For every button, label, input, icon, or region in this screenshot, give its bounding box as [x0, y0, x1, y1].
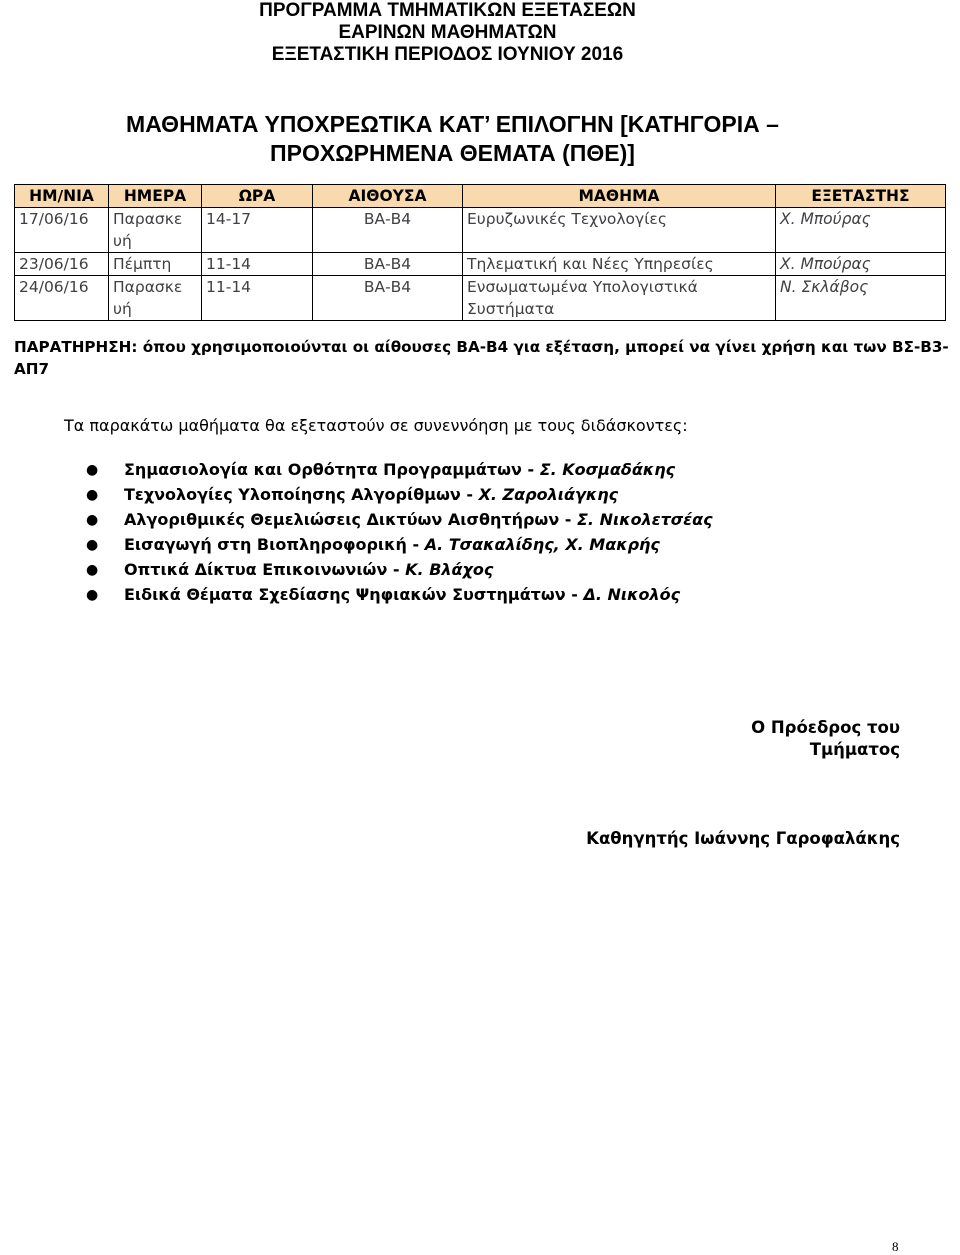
exam-schedule-table — [14, 184, 946, 321]
bullet-icon: ● — [86, 462, 99, 478]
column-header-date: ΗΜ/ΝΙΑ — [15, 185, 109, 208]
course-name: Τεχνολογίες Υλοποίησης Αλγορίθμων - — [124, 485, 479, 504]
column-header-day: ΗΜΕΡΑ — [109, 185, 202, 208]
header-line-1: ΠΡΟΓΡΑΜΜΑ ΤΜΗΜΑΤΙΚΩΝ ΕΞΕΤΑΣΕΩΝ — [259, 0, 636, 21]
section-title-line-2: ΠΡΟΧΩΡΗΜΕΝΑ ΘΕΜΑΤΑ (ΠΘΕ)] — [270, 140, 635, 166]
cell-time: 11-14 — [202, 276, 313, 321]
cell-room: ΒΑ-Β4 — [313, 253, 463, 276]
header-line-3: ΕΞΕΤΑΣΤΙΚΗ ΠΕΡΙΟΔΟΣ ΙΟΥΝΙΟΥ 2016 — [271, 44, 624, 65]
page-number: 8 — [892, 1239, 899, 1254]
course-instructor: Κ. Βλάχος — [405, 560, 494, 579]
course-instructor: Χ. Ζαρολιάγκης — [478, 485, 619, 504]
table-row — [15, 208, 946, 253]
cell-course: Ενσωματωμένα Υπολογιστικά Συστήματα — [463, 276, 776, 321]
table-header-row — [15, 185, 946, 208]
intro-text: Τα παρακάτω μαθήματα θα εξεταστούν σε συνεννόηση με τους διδάσκοντες: — [64, 416, 688, 435]
table-row — [15, 276, 946, 321]
course-instructor: Α. Τσακαλίδης, Χ. Μακρής — [424, 535, 660, 554]
list-item — [86, 483, 713, 508]
table-row — [15, 253, 946, 276]
cell-room: ΒΑ-Β4 — [313, 276, 463, 321]
course-name: Ειδικά Θέματα Σχεδίασης Ψηφιακών Συστημάτων - — [124, 585, 584, 604]
column-header-examiner: ΕΞΕΤΑΣΤΗΣ — [776, 185, 946, 208]
signature-name: Καθηγητής Ιωάννης Γαροφαλάκης — [586, 829, 900, 848]
cell-examiner: Χ. Μπούρας — [776, 208, 946, 253]
cell-day: Παρασκε υή — [109, 276, 202, 321]
course-instructor: Σ. Κοσμαδάκης — [539, 460, 676, 479]
cell-time: 11-14 — [202, 253, 313, 276]
course-name: Σημασιολογία και Ορθότητα Προγραμμάτων - — [124, 460, 540, 479]
cell-date: 17/06/16 — [15, 208, 109, 253]
list-item — [86, 558, 713, 583]
bullet-icon: ● — [86, 487, 99, 503]
cell-date: 23/06/16 — [15, 253, 109, 276]
list-item — [86, 583, 713, 608]
cell-day: Πέμπτη — [109, 253, 202, 276]
cell-date: 24/06/16 — [15, 276, 109, 321]
cell-course: Ευρυζωνικές Τεχνολογίες — [463, 208, 776, 253]
bullet-icon: ● — [86, 587, 99, 603]
bullet-icon: ● — [86, 512, 99, 528]
bullet-icon: ● — [86, 537, 99, 553]
bullet-icon: ● — [86, 562, 99, 578]
cell-examiner: Χ. Μπούρας — [776, 253, 946, 276]
signature-role-line-2: Τμήματος — [809, 740, 900, 759]
section-title-line-1: ΜΑΘΗΜΑΤΑ ΥΠΟΧΡΕΩΤΙΚΑ ΚΑΤ’ ΕΠΙΛΟΓΗΝ [ΚΑΤΗΓΟΡΙΑ – — [126, 111, 779, 137]
course-instructor: Σ. Νικολετσέας — [577, 510, 713, 529]
list-item — [86, 533, 713, 558]
column-header-course: ΜΑΘΗΜΑ — [463, 185, 776, 208]
cell-time: 14-17 — [202, 208, 313, 253]
note-paragraph: ΠΑΡΑΤΗΡΗΣΗ: όπου χρησιμοποιούνται οι αίθουσες ΒΑ-Β4 για εξέταση, μπορεί να γίνει χρήση και των ΒΣ-Β3-ΑΠ7 — [14, 338, 949, 378]
column-header-room: ΑΙΘΟΥΣΑ — [313, 185, 463, 208]
course-list — [86, 458, 713, 608]
cell-day: Παρασκε υή — [109, 208, 202, 253]
list-item — [86, 508, 713, 533]
course-name: Εισαγωγή στη Βιοπληροφορική - — [124, 535, 425, 554]
cell-room: ΒΑ-Β4 — [313, 208, 463, 253]
column-header-time: ΩΡΑ — [202, 185, 313, 208]
cell-course: Τηλεματική και Νέες Υπηρεσίες — [463, 253, 776, 276]
course-name: Οπτικά Δίκτυα Επικοινωνιών - — [124, 560, 406, 579]
list-item — [86, 458, 713, 483]
course-instructor: Δ. Νικολός — [583, 585, 681, 604]
course-name: Αλγοριθμικές Θεμελιώσεις Δικτύων Αισθητήρων - — [124, 510, 577, 529]
signature-role-line-1: Ο Πρόεδρος του — [751, 718, 900, 737]
header-line-2: ΕΑΡΙΝΩΝ ΜΑΘΗΜΑΤΩΝ — [338, 22, 557, 43]
cell-examiner: Ν. Σκλάβος — [776, 276, 946, 321]
